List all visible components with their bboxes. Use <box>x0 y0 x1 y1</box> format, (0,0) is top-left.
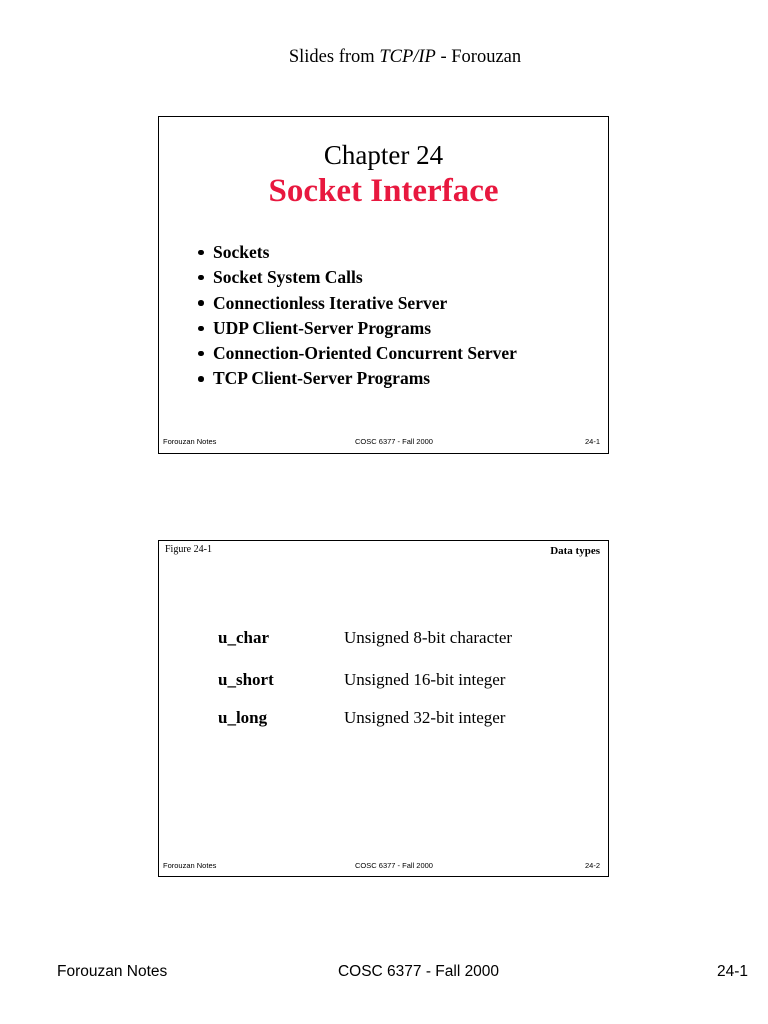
topic-list <box>213 240 517 392</box>
slide-footer-page-number: 24-1 <box>584 437 600 446</box>
page-footer-page-number: 24-1 <box>716 963 748 980</box>
page-header <box>255 46 555 68</box>
topic-item <box>213 240 517 265</box>
bullet-icon <box>198 351 204 357</box>
page-header-prefix: Slides from <box>288 47 380 67</box>
page-footer-left: Forouzan Notes <box>57 963 168 980</box>
topic-label: Socket System Calls <box>213 267 363 288</box>
slide-footer-left: Forouzan Notes <box>163 861 217 870</box>
page-footer-center: COSC 6377 - Fall 2000 <box>337 963 500 980</box>
data-type-name: u_long <box>218 708 268 727</box>
topic-item <box>213 366 517 391</box>
data-type-name: u_short <box>218 670 274 689</box>
bullet-icon <box>198 376 204 382</box>
chapter-heading: Chapter 24 <box>323 140 444 170</box>
topic-item <box>213 265 517 290</box>
title-slide <box>158 116 609 454</box>
slide-footer-page-number: 24-2 <box>584 861 600 870</box>
slide-footer-center: COSC 6377 - Fall 2000 <box>355 437 433 446</box>
topic-item <box>213 341 517 366</box>
topic-label: Connection-Oriented Concurrent Server <box>213 343 517 364</box>
topic-label: Connectionless Iterative Server <box>213 292 448 313</box>
data-type-row <box>159 670 608 690</box>
bullet-icon <box>198 275 204 281</box>
figure-label: Figure 24-1 <box>165 544 212 555</box>
topic-label: UDP Client-Server Programs <box>213 317 432 338</box>
topic-label: Sockets <box>213 242 270 262</box>
data-type-name: u_char <box>218 628 269 647</box>
data-type-description: Unsigned 32-bit integer <box>344 708 506 727</box>
data-type-row <box>159 628 608 648</box>
bullet-icon <box>198 326 204 332</box>
figure-slide <box>158 540 609 877</box>
figure-heading: Data types <box>550 545 600 557</box>
bullet-icon <box>198 300 204 306</box>
slide-footer-center: COSC 6377 - Fall 2000 <box>355 861 433 870</box>
data-type-description: Unsigned 8-bit character <box>344 628 513 647</box>
data-type-row <box>159 708 608 728</box>
page-header-suffix: - Forouzan <box>435 47 522 67</box>
book-title: TCP/IP <box>379 47 436 67</box>
bullet-icon <box>198 250 204 256</box>
slide-footer-left: Forouzan Notes <box>163 437 217 446</box>
data-type-description: Unsigned 16-bit integer <box>344 670 506 689</box>
topic-item <box>213 316 517 341</box>
topic-label: TCP Client-Server Programs <box>213 368 431 389</box>
slide-title: Socket Interface <box>268 173 499 209</box>
topic-item <box>213 291 517 316</box>
